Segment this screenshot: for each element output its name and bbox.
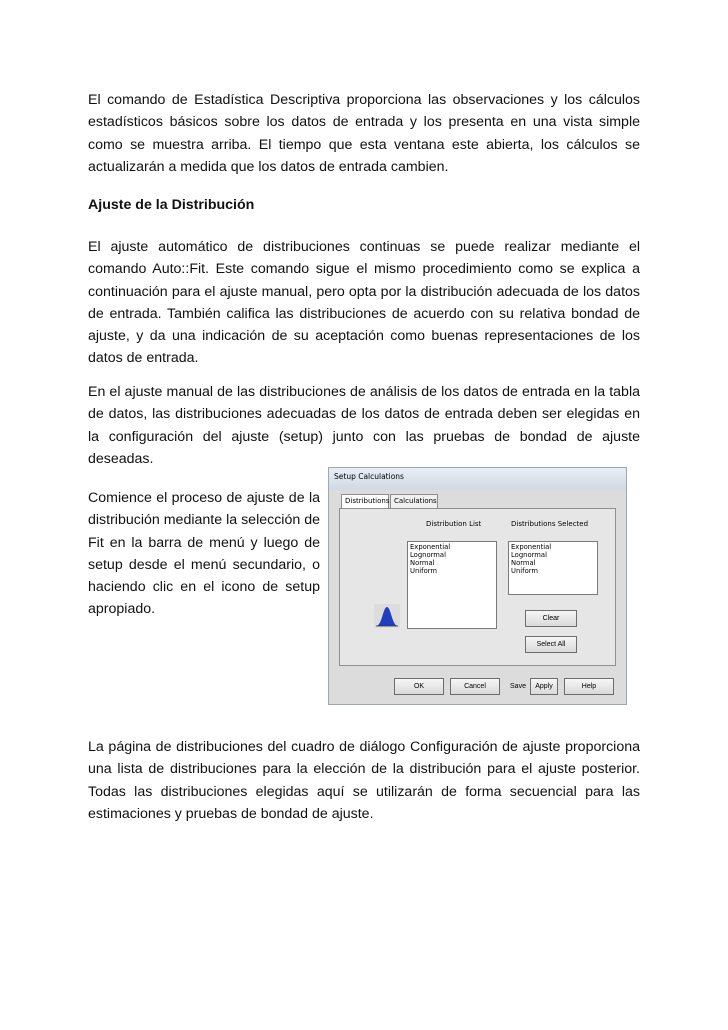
list-item[interactable]: Exponential xyxy=(410,543,451,551)
list-item[interactable]: Uniform xyxy=(410,567,438,575)
list-item[interactable]: Exponential xyxy=(511,543,552,551)
dialog-titlebar xyxy=(329,468,626,490)
list-item[interactable]: Lognormal xyxy=(511,551,547,559)
ok-button[interactable]: OK xyxy=(394,678,444,695)
section-heading: Ajuste de la Distribución xyxy=(88,197,255,213)
tab-calculations[interactable]: Calculations xyxy=(390,494,438,508)
distributions-selected-label: Distributions Selected xyxy=(511,520,589,528)
paragraph-intro: El comando de Estadística Descriptiva proporciona las observaciones y los cálculos estadísticos básicos sobre los datos de entrada y los presenta en una vista simple como se muestra arriba. El tiempo que esta ventana este abierta, los cálculos se actualizarán a medida que los datos de entrada cambien. xyxy=(88,92,640,175)
dialog-title: Setup Calculations xyxy=(334,472,404,481)
paragraph-manual-fit: En el ajuste manual de las distribuciones de análisis de los datos de entrada en la tabla de datos, las distribuciones adecuadas de los datos de entrada deben ser elegidas en la configuración del ajuste (setup) junto con las pruebas de bondad de ajuste deseadas. xyxy=(88,384,640,467)
list-item[interactable]: Uniform xyxy=(511,567,539,575)
help-button[interactable]: Help xyxy=(564,678,614,695)
paragraph-auto-fit: El ajuste automático de distribuciones continuas se puede realizar mediante el comando Auto::Fit. Este comando sigue el mismo procedimiento como se explica a continuación para el ajuste manual, pero opta por la distribución adecuada de los datos de entrada. También califica las distribuciones de acuerdo con su relativa bondad de ajuste, y da una indicación de su aceptación como buenas representaciones de los datos de entrada. xyxy=(88,239,640,367)
distribution-list-label: Distribution List xyxy=(426,520,482,528)
paragraph-distributions-page: La página de distribuciones del cuadro de diálogo Configuración de ajuste proporciona una lista de distribuciones para la elección de la distribución para el ajuste posterior. Todas las distribuciones elegidas aquí se utilizarán de forma secuencial para las estimaciones y pruebas de bondad de ajuste. xyxy=(88,739,640,822)
apply-button[interactable]: Apply xyxy=(530,678,558,695)
list-item[interactable]: Lognormal xyxy=(410,551,446,559)
save-button[interactable]: Save xyxy=(507,678,529,695)
clear-button[interactable]: Clear xyxy=(525,610,577,627)
list-item[interactable]: Normal xyxy=(410,559,435,567)
cancel-button[interactable]: Cancel xyxy=(450,678,500,695)
tab-distributions[interactable]: Distributions xyxy=(341,494,389,509)
distribution-list[interactable] xyxy=(407,541,497,629)
distributions-panel xyxy=(339,508,616,666)
setup-calculations-dialog xyxy=(328,467,627,705)
select-all-button[interactable]: Select All xyxy=(525,636,577,653)
list-item[interactable]: Normal xyxy=(511,559,536,567)
paragraph-start-process: Comience el proceso de ajuste de la distribución mediante la selección de Fit en la barra de menú y luego de setup desde el menú secundario, o haciendo clic en el icono de setup apropiado. xyxy=(88,490,320,618)
distributions-selected-list[interactable] xyxy=(508,541,598,595)
bell-curve-icon[interactable] xyxy=(374,604,400,628)
